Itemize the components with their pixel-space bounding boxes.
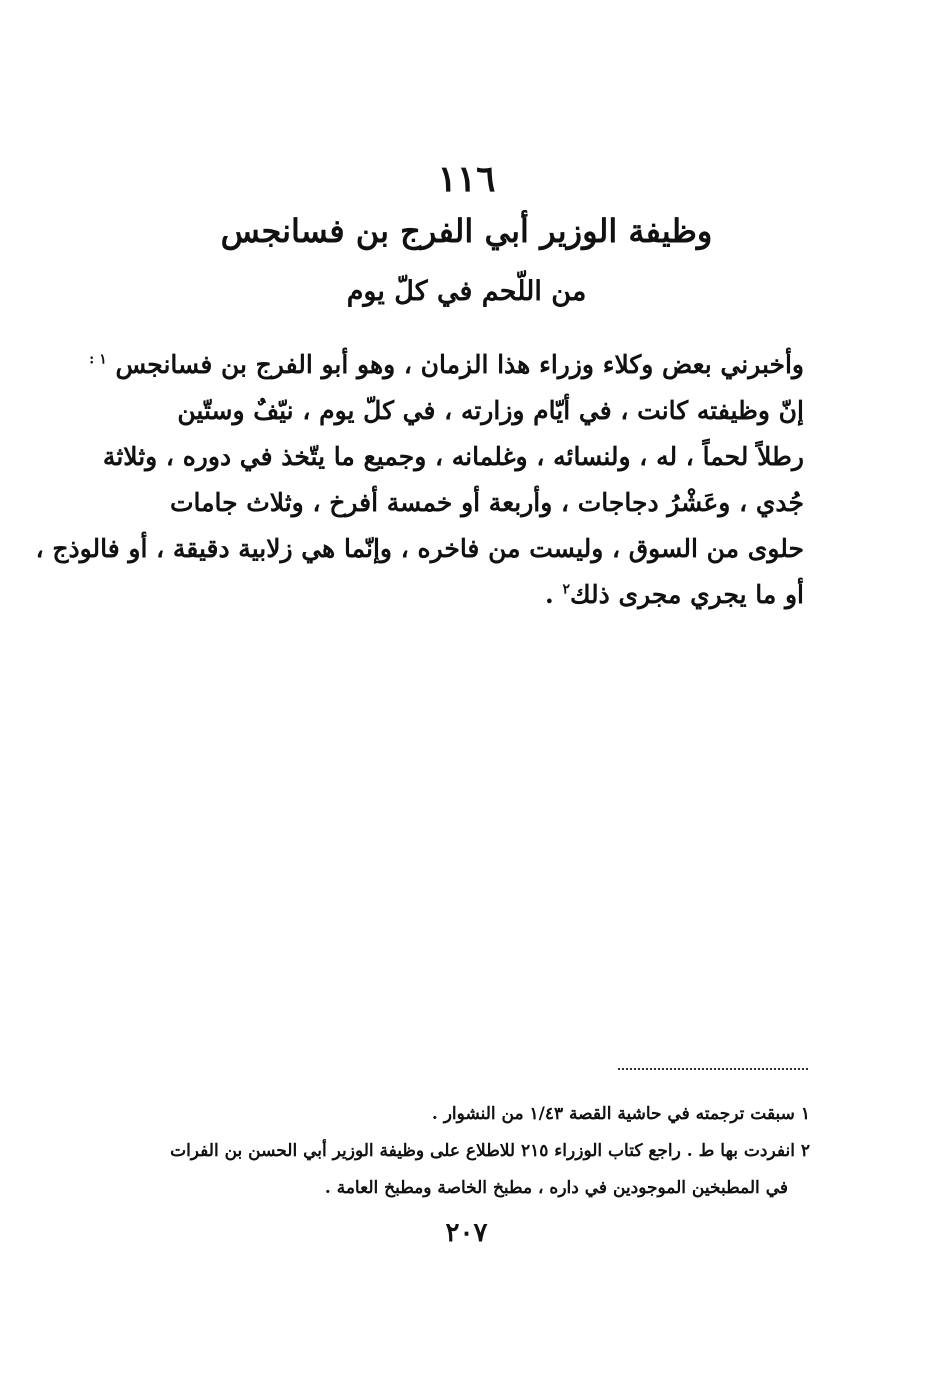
body-paragraph — [35, 342, 804, 618]
body-line-6 — [142, 572, 804, 618]
body-line-3: رطلاً لحماً ، له ، ولنسائه ، وغلمانه ، وجميع ما يتّخذ في دوره ، وثلاثة — [102, 442, 804, 471]
body-line-1 — [89, 342, 804, 388]
footnote-1 — [130, 1096, 810, 1133]
body-line-2: إنّ وظيفته كانت ، في أيّام وزارته ، في كلّ يوم ، نيّفٌ وستّين — [177, 396, 804, 425]
footnote-2-text: انفردت بها ط . راجع كتاب الوزراء ٢١٥ للاطلاع على وظيفة الوزير أبي الحسن بن الفرات — [170, 1141, 795, 1161]
body-line-4: جُدي ، وعَشْرُ دجاجات ، وأربعة أو خمسة أفرخ ، وثلاث جامات — [169, 488, 804, 517]
footnote-2 — [130, 1133, 810, 1170]
footnote-1-text: سبقت ترجمته في حاشية القصة ١/٤٣ من النشوار . — [431, 1104, 795, 1124]
body-line-6-text: أو ما يجري مجرى ذلك — [569, 580, 804, 609]
final-period: . — [545, 580, 563, 609]
body-line-1-text: وأخبرني بعض وكلاء وزراء هذا الزمان ، وهو أبو الفرج بن فسانجس — [115, 350, 804, 379]
footnote-2-number: ٢ — [800, 1141, 810, 1161]
footnote-separator — [618, 1068, 808, 1070]
footnote-1-number: ١ — [800, 1104, 810, 1124]
section-number: ١١٦ — [437, 158, 496, 200]
footnote-2-continuation: في المطبخين الموجودين في داره ، مطبخ الخاصة ومطبخ العامة . — [324, 1178, 788, 1198]
section-subtitle: من اللّحم في كلّ يوم — [346, 276, 587, 307]
footnotes — [130, 1096, 810, 1207]
body-line-5: حلوى من السوق ، وليست من فاخره ، وإنّما هي زلابية دقيقة ، أو فالوذج ، — [35, 534, 804, 563]
page-number: ٢٠٧ — [445, 1218, 488, 1248]
footnote-marker-1: ١ : — [89, 351, 107, 368]
footnote-marker-2: ٢ — [562, 581, 570, 598]
section-title: وظيفة الوزير أبي الفرج بن فسانجس — [220, 212, 713, 250]
